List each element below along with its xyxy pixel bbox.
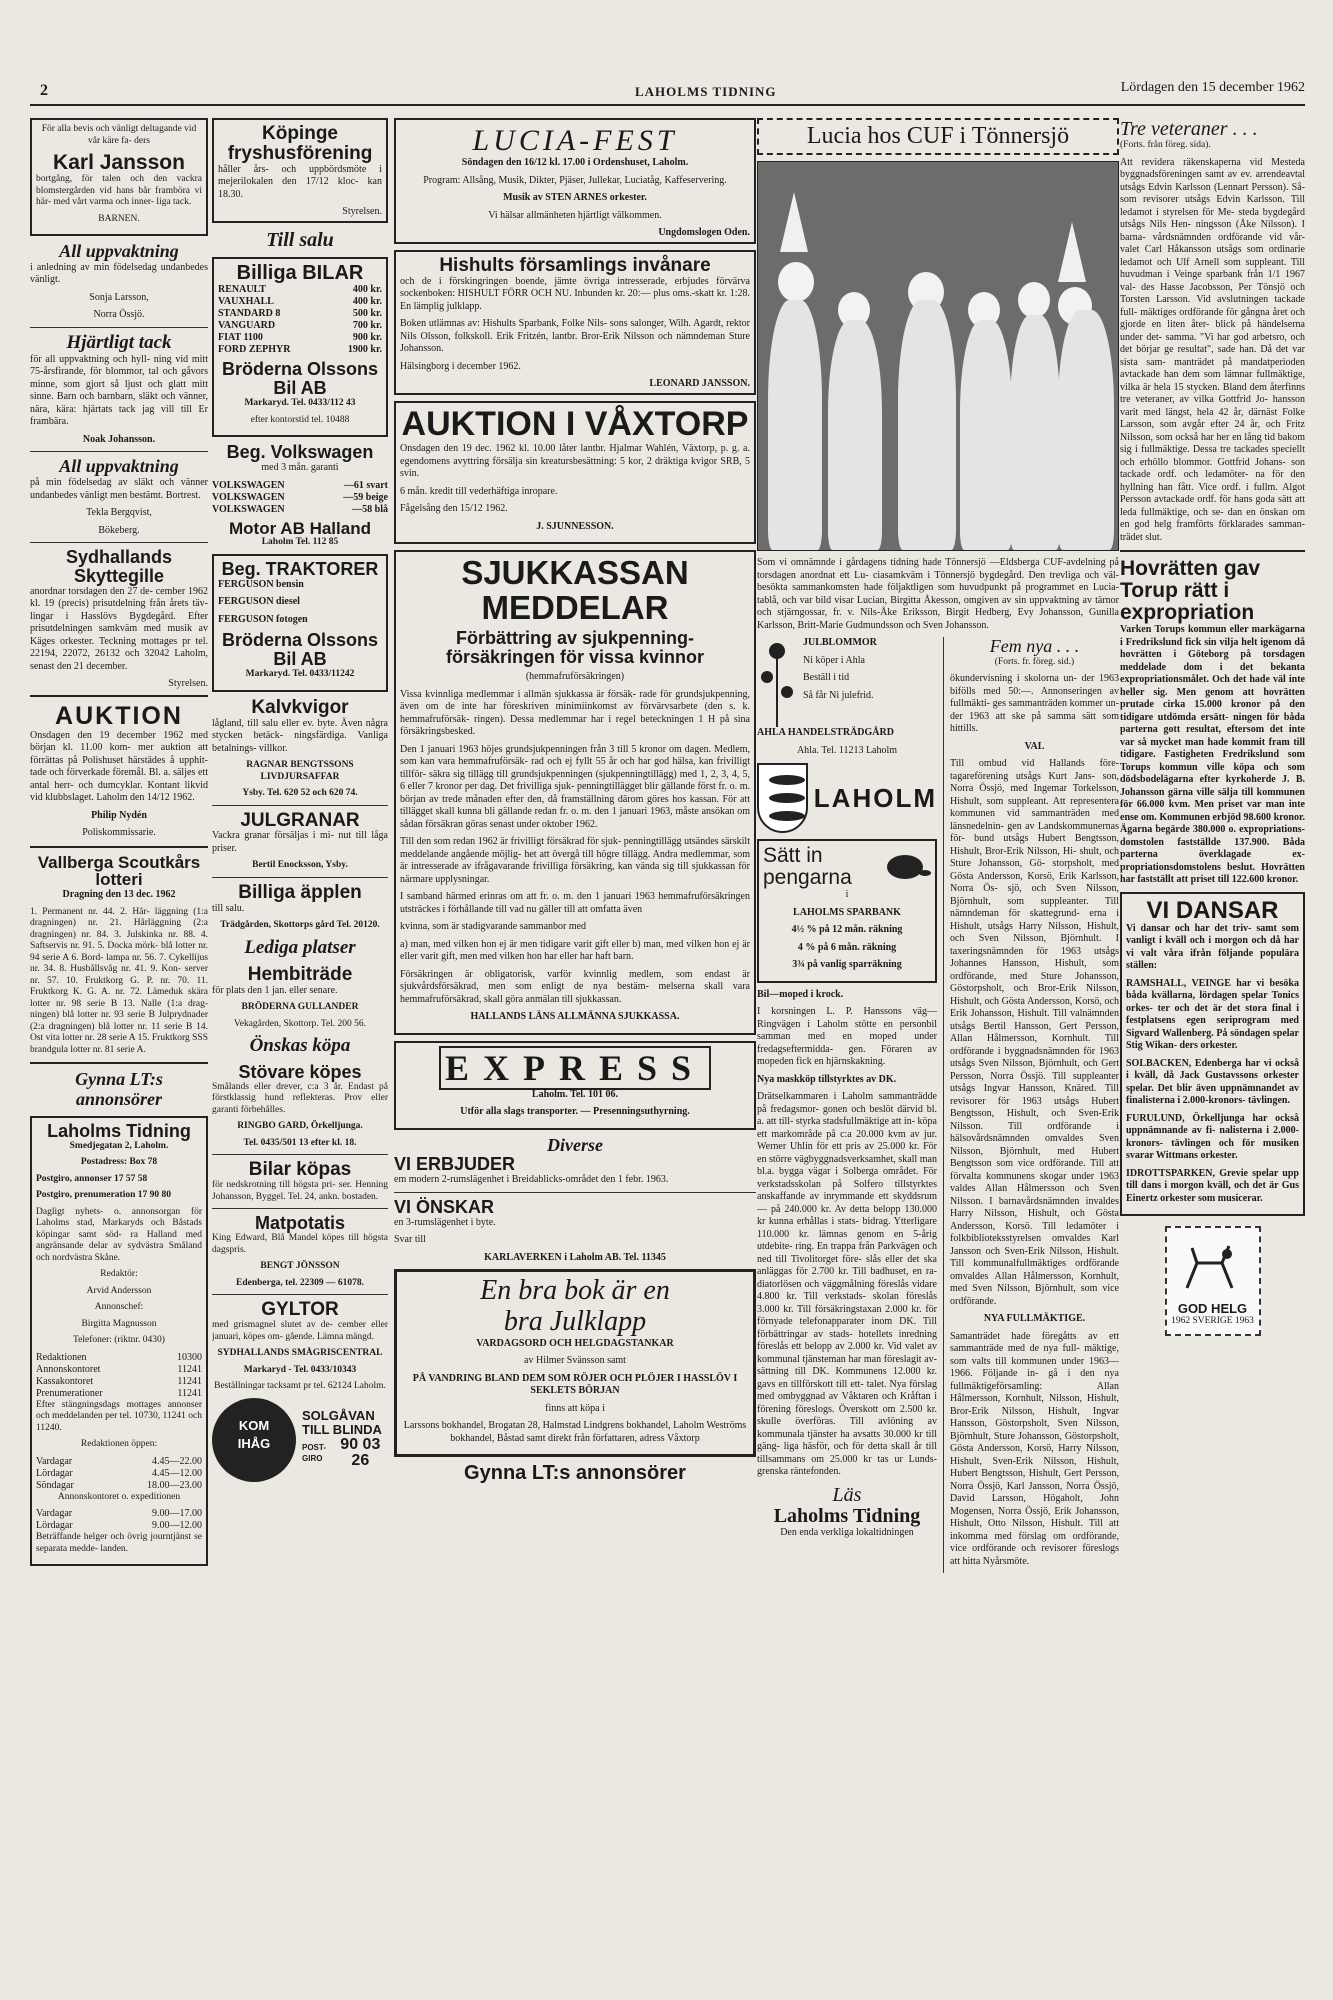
traktorer-ad: Beg. TRAKTORER FERGUSON bensin FERGUSON diesel FERGUSON fotogen Bröderna Olssons Bil AB Markaryd. Tel. 0433/11242 xyxy=(212,554,388,692)
gyltor-ad: GYLTOR med grismagnel slutet av de- cember eller januari, köpes om- gående. Lämna mängd. SYDHALLANDS SMÅGRISCENTRAL Markaryd - Tel. 0433/10343 Beställningar tacksamt pr tel. 62124 Laholm. xyxy=(212,1299,388,1392)
blinda-badge: KOM IHÅG xyxy=(212,1398,296,1482)
fem-nya-article: Fem nya . . . (Forts. fr. föreg. sid.) ökundervisning i skolorna un- der 1963 bifölls med 50:—. Annonseringen av fullmäkti- ges sammanträden kommer un- der 1963 att ske på samma sätt som hittills. VAL Till ombud vid Hallands före- tagareförening utsågs Kurt Jans- son, Norra Össjö, med Ingemar Torkelsson, Hishult, som suppleant. Att representera kommunen vid sammanträden med länsnedelnin- gen av Landskommunernas för- bund utsågs Hubert Bengtsson, Hishult, Bror-Erik Nilsson, Hi- shult, och Sture Johansson, Gö- storpsholt, med Gösta Andersson, Korsö, Erik Karlsson, Norra Ös- sjö, och Sven Nilsson, Björnhult, som suppleanter. Till nämndeman för skattegrund- erna i Hishult, utsågs Harry Nilsson, Hishult, och Sven Nilsson, Björnhult. I taxeringsnämnden för 1963 utsågs Johannes Hansson, Hishult, som ordförande, med Sture Johansson, Göstorpsholt, och Bror-Erik Nilsson, Hishult, och Gösta Andersson, Korsö, och Erik Johansson, Hishult. Till valnämnden utsågs Bertil Hansson, Gert Persson, Allan Hålmersson, Kornhult. Till ordförande i byggnadsnämnden för 1963 utsågs Sven Nilsson, Björnhult, och Gert Persson, Norra Össjö. Till suppleanter utsågs Ingvar Hansson, Knäred. Till revisorer för 1963 utsågs Hubert Bengtsson, Hishult, och Sven-Erik Nilsson. Till ordförande i hälsovårdsnämnden omvaldes Sven Nilsson, Björnhult, med Hubert Bengtsson som vice ordförande. Till att förvalta kommunens skogar under 1963 valdes Allan Hålmersson och Sven Nilsson. I barnavårdsnämnden invaldes Harry Nilsson, Hishult, och Gösta Andersson, Korsö. Till ledamöter i folkbiblioteksstyrelsen omvaldes Karl Jansson och Sven-Erik Nilsson, Hishult. Till kommunalfullmäktiges ordförande omvaldes Allan Hålmersson, Kornhult, med Sven Nilsson, Björnhult, som vice ordförande. NYA FULLMÄKTIGE. Samanträdet hade föregåtts av ett sammanträde med de nya full- mäktige, som valts till kommunen under 1963—1966. Följande in- gå i den nya fullmäktigeförsamling: Allan Hålmersson, Kornhult, Nilsson, Hishult, Bror-Erik Nilsson, Hishult, Ingvar Hansson, Göstorpsholt, Sven Nilsson, Björnhult, Sture Johansson, Göstorpsholt, Gösta Andersson, Korsö, Harry Nilsson, Hishult, Sven-Erik Nilsson, Hishult, Hubert Bengtsson, Hishult, Gert Persson, Norra Össjö, Karl Jansson, Norra Össjö, David Larsson, Högaholt, John Mogensen, Norra Össjö, Erik Johansson, Hishult, Otto Nilsson, Hishult. Till att inkomma med förslag om ordförande, vice ordförande och revisorer föreslogs att hitta Nyårsmöte. xyxy=(950,636,1119,1567)
beaver-icon xyxy=(881,845,931,889)
applen-ad: Billiga äpplen till salu. Trädgården, Skottorps gård Tel. 20120. xyxy=(212,881,380,931)
julblommor-ad: JULBLOMMOR Ni köper i Ahla Beställ i tid Så får Ni julefrid. xyxy=(757,637,937,727)
tre-veteraner-article: Tre veteraner . . . (Forts. från föreg. sida). Att revidera räkenskaperna vid Mesteda byggnadsföreningen samt av ev. arrendeavtal utsågs Edvin Karlsson (Lennart Persson). Så- som revisorer utsågs Edvin Karlsson. Till ledamot i styrelsen för Me- steda bygdegård utsågs Nils Hen- ningsson (Åke Nilsson). I barna- vårdsnämnden ordförande vid vår- valet Carl Håkansson utsågs som ordinarie ledamot och Ulf Arnell som suppleant. Till huvudman i Veinge sparbank från 1/1 1967 val- des Hasse Jacobsson, Per Tönsjö och Torsten Larsson. Vid avslutningen tackade full- mäktiges ordförande för gångna året och gjorde en liten åter- blick på händelserna under det- samma. "Vi har god arbetsro, och det börjar ge resultat", sade han. Då det var sista sam- manträdet på mandatperioden avtackade han dem som lämnar fullmäktige, vilka är hela 15 stycken. Bland dem återfinns tre veteraner, av vilka Gottfrid Jo- hansson varit med längst, hela 42 år, därnäst Folke Larsson, som avgår efter 24 år, och Fritz Nilsson, som också har her en lång tid bakom sig i fullmäktige. Dessa tre tackades speciellt och erhöllo blommor. Gottfrid Johans- son tackade ordf. och ledamöter- na för den hyllning han fått. Vice ordf. i fullm. Algot Persson avtackade ordf. för hans goda sätt att leda fullmäktige, och se- dan en önskan om en god helg framförts förklarades samman- trädet slut. xyxy=(1120,118,1305,543)
dk-article: Nya maskköp tillstyrktes av DK. Drätselkammaren i Laholm sammanträdde på fredagsmor- gonen och beslöt därvid bl. a. att till- styrka stadsfullmäktige att in- köpa ett markområde på c:a 20.000 kvm av jur. Werner Uhlin för ett pris av 25.000 kr. För en större vägbyggnadsverksamhet, skall man bl.a. bygga vägar i Solberga området. För verkstadsskolan på Solfero tillstyrktes anskaffande av inrymmande ett skyddsrum — på 240.000 kr. Av detta belopp 130.000 kr kunna erhållas i stats- bidrag. Ytterligare 110.000 kr. lämnas genom en 5-årig utdebite- ring. En trappa från Parkvägen och ned till Tivolitorget före- slås eller det ska anläggas för 2.700 kr. Till badhuset, en ra- diatorlösen och väggmålning föreslås vidare 4.800 kr. Till verkstads- skolan föreslås 3.000 kr. Till försäkringstaxan 2.000 kr. för förnyade telefonapparater inom DK. Till förbättringar av stads- hotellets inredning föreslås ett belopp av 2.000 kr. Vid valet av kommunal tjänsteman har man föreslagit av- sättning till DK. Kommunens 12.000 kr. gavs en tillförskott till ett- talet. Nya förslag med ombyggnad av Våktaren och Kråftan i förening föreslogs. Överskott om 2.500 kr. skulle överföras. Till avlöning av kommunala tjänster ha avsatts 30.000 kr till gäng- liga häsför, och för detta skall år till tillsammans om 25.000 kr tas ur Lunds- grenska räntefonden. xyxy=(757,1073,937,1478)
tractor-row: FERGUSON bensin xyxy=(218,578,304,590)
vi-onskar-ad: VI ÖNSKAR en 3-rumslägenhet i byte. Svar till KARLAVERKEN i Laholm AB. Tel. 11345 xyxy=(394,1196,666,1263)
phone-row: Kassakontoret 11241 xyxy=(36,1375,202,1387)
stovare-ad: Stövare köpes Smålands eller drever, c:a 3 år. Endast på förstklassig hund reflekteras. Prov eller garanti förbehålles. RINGBO GARD, Örkelljunga. Tel. 0435/501 13 efter kl. 18. xyxy=(212,1062,388,1148)
auktion-vaxtorp-ad: AUKTION I VÅXTORP Onsdagen den 19 dec. 1962 kl. 10.00 låter lantbr. Hjalmar Wahlén, Växtorp, p. g. a. egendomens avyttring försälja sin kreatursbesättning: 5 kor, 2 dräktiga kvigor SRB, 5 svin. 6 mån. kredit till vederhäftiga inropare. Fågelsång den 15/12 1962. J. SJUNNESSON. xyxy=(394,401,756,544)
column-5 xyxy=(1120,118,1305,1346)
column-2 xyxy=(212,118,388,1482)
hours-row: Vardagar 4.45—22.00 xyxy=(36,1455,202,1467)
blinda-ad: KOM IHÅG SOLGÅVAN TILL BLINDA POST- GIRO 90 03 26 xyxy=(212,1398,388,1482)
hours-row: Lördagar 9.00—12.00 xyxy=(36,1520,202,1532)
hours-row: Vardagar 9.00—17.00 xyxy=(36,1508,202,1520)
deer-icon xyxy=(1167,1228,1259,1298)
vw-row: VOLKSWAGEN —58 blå xyxy=(212,503,388,515)
tractor-row: FERGUSON diesel xyxy=(218,596,300,608)
hours-row: Söndagar 18.00—23.00 xyxy=(36,1479,202,1491)
karl-jansson-name: Karl Jansson xyxy=(53,151,185,174)
car-row: STANDARD 8 500 kr. xyxy=(218,308,382,320)
page-number: 2 xyxy=(40,82,48,99)
lucia-fest-ad: LUCIA-FEST Söndagen den 16/12 kl. 17.00 i Ordenshuset, Laholm. Program: Allsång, Musik, Dikter, Pjäser, Jullekar, Luciatåg, Kaffeservering. Musik av STEN ARNES orkester. Vi hälsar allmänheten hjärtligt välkommen. Ungdomslogen Oden. xyxy=(394,118,756,244)
matpotatis-ad: Matpotatis King Edward, Blå Mandel köpes till högsta dagspris. BENGT JÖNSSON Edenberga, tel. 22309 — 61078. xyxy=(212,1213,388,1288)
issue-date: Lördagen den 15 december 1962 xyxy=(1120,80,1305,95)
god-helg-stamp: GOD HELG 1962 SVERIGE 1963 xyxy=(1165,1226,1261,1336)
laholm-crest-icon xyxy=(757,763,808,833)
bil-moped-article: Bil—moped i krock. I korsningen L. P. Hanssons väg—Ringvägen i Laholm stötte en personbil samman med en moped under fredagseftermidda- gen. Föraren av mopeden fick en hjärnskakning. xyxy=(757,988,937,1068)
rate-row: 3¾ på vanlig sparräkning xyxy=(792,959,902,971)
sydhalland-notice: Sydhallands Skyttegille anordnar torsdagen den 27 de- cember 1962 kl. 19 (precis) prisutdelning från årets täv- lingar i Hasslövs Bygdegård. Efter prisutdelningen samkväm med musik av Käges orkester. Teckning mottages pr tel. 22194, 22072, 26132 och 32042 Laholm, senast den 21 december. Styrelsen. xyxy=(30,547,208,690)
masthead: LAHOLMS TIDNING xyxy=(635,84,777,99)
hovratten-article: Hovrätten gav Torup rätt i expropriation Varken Torups kommun eller markägarna i Fredrikslund fick sin vilja helt igenom då hovrätten i Göteborg på torsdagen meddelade dom i det bekanta expropriationsmålet. Och det hade väl inte heller sig. Men genom att hovrätten prutade cirka 15.000 kronor på den tidigare utdömda ersätt- ningen för båda parterna gott resultat, eftersom det inte var så mycket man hade kommit fram till tidigare. Fastigheten Fredrikslund som Torups kommun ville köpa och som dödsbodelägarna efter kyrkoherde J. B. Johansson gärna ville sälja till kommunen för 66.000 kvm. Men priset var man inte ense om. Kommunen erbjöd 98.600 kronor. Ägarna begärde 380.000 o. expropriations- domstolen fastställde 137.900. Båda parterna överklagade ex- propriationsdomstolens beslut. Hovrätten har fastställt att priset till 122.600 kronor. xyxy=(1120,557,1305,886)
vw-ad: Beg. Volkswagen med 3 mån. garanti VOLKSWAGEN —61 svart VOLKSWAGEN —59 beige VOLKSWAGEN —58 blå Motor AB Halland Laholm Tel. 112 85 xyxy=(212,442,388,548)
hishult-forsamling-ad: Hishults församlings invånare och de i förskingringen boende, jämte övriga intresserade, erbjudes förvärva sockenboken: HISHULT FÖRR OCH NU. Inbunden kr. 20:— plus oms.-skatt kr. 1:28. En lämplig julklapp. Boken utlämnas av: Hishults Sparbank, Folke Nils- sons salonger, Wilh. Agardt, rektor Nils Olsson, folkskoll. Erik Fritzén, lantbr. Bror-Erik Nilsson och nämndeman Sture Johansson. Hälsingborg i december 1962. LEONARD JANSSON. xyxy=(394,250,756,395)
kalvkvigor-ad: Kalvkvigor lågland, till salu eller ev. byte. Även några stycken betäck- ningsfärdiga. Vanliga betalnings- villkor. RAGNAR BENGTSSONS LIVDJURSAFFAR Ysby. Tel. 620 52 och 620 74. xyxy=(212,696,388,798)
bok-julklapp-ad: En bra bok är en bra Julklapp VARDAGSORD OCH HELGDAGSTANKAR av Hilmer Svänsson samt PÅ VANDRING BLAND DEM SOM RÖJER OCH PLÖJER I HASSLÖV I SEKLETS BÖRJAN finns att köpa i Larssons bokhandel, Brogatan 28, Halmstad Lindgrens bokhandel, Laholm Weströms bokhandel, Båstad samt direkt från författaren, adress Våxtorp xyxy=(394,1269,756,1457)
car-row: FORD ZEPHYR 1900 kr. xyxy=(218,344,382,356)
sjukkassan-ad: SJUKKASSAN MEDDELAR Förbättring av sjukpenning- försäkringen för vissa kvinnor (hemmafruförsäkringen) Vissa kvinnliga medlemmar i allmän sjukkassa är försäk- rade för grundsjukpenning, även om de inte har föreskriven minimiinkomst av förvärvsarbete (den s. k. hemmafruförsäk- ringen). Dessa medlemmar har i regel beteckningen 1 H på sina försäkringsbesked. Den 1 januari 1963 höjes grundsjukpenningen från 3 till 5 kronor om dagen. Medlem, som kan vara hemmafruförsäk- rad och ej fyllt 55 år och har god hälsa, kan frivilligt tillför- säkra sig tillägg till grundsjukpenningen (sjukpenningtillägg) med 1, 2, 3, 4, 5, 6 eller 7 kronor per dag. Det frivilliga sjuk- penningtillägget blir gällande först fr. o. m. början av trede månaden efter den, då framställning därom göres hos kassan. För att tillägget skall kunna bli gällande redan fr. o. m. den 1 januari 1963, måste ansökan om sådan försäkran göras senast under oktober 1962. Till den som redan 1962 är frivilligt försäkrad för sjuk- penningtillägg utsändes särskilt meddelande angående möjlig- het att övergå till högre tillägg. Andra medlemmar, som är intresserade av ifrågavarande frivilliga försäkring, kan vända sig till sjukkassan för närmare upplysningar. I samband härmed erinras om att fr. o. m. den 1 januari 1963 hemmafruförsäkringen utsträckes i förhållande till vad nu gäller till att omfatta även kvinna, som är stadigvarande sammanbor med a) man, med vilken hon ej är men tidigare varit gift eller b) man, med vilken hon ej är eller varit gift, men med vilken hon har eller har haft barn. Försäkringen är obligatorisk, varför kvinnlig medlem, som endast är sjukvårdsförsäkrad, men som enligt de nya bestäm- melserna skall vara hemmafruförsäkrad, skall göra anmälan till sjukkassan. HALLANDS LÄNS ALLMÄNNA SJUKKASSA. xyxy=(394,550,756,1035)
gynna-slogan-2: Gynna LT:s annonsörer xyxy=(464,1462,686,1485)
bilar-kopas-ad: Bilar köpas för nedskrotning till högsta pri- ser. Henning Johansson, Byggel. Tel. 24, ankn. bostaden. xyxy=(212,1159,388,1202)
gynna-slogan: Gynna LT:s annonsörer xyxy=(75,1069,163,1110)
cuf-caption: Som vi omnämnde i gårdagens tidning hade Tönnersjö —Eldsberga CUF-avdelning på torsdagen anordnat ett Lu- ciasamkväm i Tönnersjö bygdegård. Den trevliga och väl- besökta sammankomsten hade följaktligen som huvudpunkt på programmet en Lucia-tablå, och var bild visar Lucian, Birgitta Åkesson, omgiven av sin uppvaktning av tärnor och stjärngossar, fr. v. Nils-Åke Eriksson, Birgit Hedberg, Evy Johansson, Gunilla Karlsson, Britt-Marie Gudmundsson och Sven Johansson. xyxy=(757,557,1119,631)
julgranar-ad: JULGRANAR Vackra granar försäljas i mi- nut till låga priser. Bertil Enocksson, Ysby. xyxy=(212,809,388,871)
koping-fryshus: Köpinge fryshusförening håller års- och uppbördsmöte i mejerilokalen den 17/12 kloc- kan 18.30. Styrelsen. xyxy=(212,118,388,223)
vw-row: VOLKSWAGEN —61 svart xyxy=(212,479,388,491)
column-4: Lucia hos CUF i Tönnersjö Som vi omnämnde i gårdagens tidning hade Tönnersjö —Eldsberga CUF-avdelning på torsdagen anordnat ett Lu- ciasamkväm i Tönnersjö bygdegård. Den trevliga och väl- besökta sammankomsten hade följaktligen som huvudpunkt på programmet en Lucia-tablå, och var bild visar Lucian, Birgitta Åkesson, omgiven av sin uppvaktning av tärnor och stjärngossar, fr. v. Nils-Åke Eriksson, Birgit Hedberg, Evy Johansson, Gunilla Karlsson, Britt-Marie Gudmundsson och Sven Johansson. JULBLOMMOR Ni köper i Ahla Beställ i tid Så får Ni julefrid. AHLA HANDELSTRÄDGÅRD Ahla. Tel. 11213 Laholm LAHOLM Sätt in pengarna i LAHOLMS SPARBANK 4½ % på 12 mån. räkning 4 % på 6 mån. räkning 3¾ på vanlig sparräkning Bil—moped i krock. I korsningen L. P. Hanssons väg—Ringvägen i Laholm stötte en personbil samman med en moped under fredagseftermidda- gen. Föraren av mopeden fick en hjärnskakning. Nya maskköp tillstyrktes av DK. Drätselkammaren i Laholm sammanträdde på fredagsmor- gonen och beslöt därvid bl. a. att till- styrka stadsfullmäktige att in- köpa ett markområde på c:a 20.000 kvm av jur. Werner Uhlin för ett pris av 25.000 kr. För en större vägbyggnadsverksamhet, skall man bl.a. bygga vägar i Solberga området. För verkstadsskolan på Solfero tillstyrktes anskaffande av inrymmande ett skyddsrum — på 240.000 kr. Av detta belopp 130.000 kr kunna erhållas i stats- bidrag. Ytterligare 110.000 kr. lämnas genom en 5-årig utdebite- ring. En trappa från Parkvägen och ned till Tivolitorget före- slås eller det ska anläggas för 2.700 kr. Till badhuset, en ra- diatorlösen och väggmålning föreslås vidare 4.800 kr. Till verkstads- skolan föreslås 3.000 kr. Till försäkringstaxan 2.000 kr. för förnyade telefonapparater inom DK. Till förbättringar av stads- hotellets inredning föreslås ett belopp av 2.000 kr. Vid valet av kommunal tjänsteman har man föreslagit av- sättning till DK. Kommunens 12.000 kr. gavs en tillförskott till ett- talet. Nya förslag med ombyggnad av Våktaren och Kråftan i förening föreslogs. Överskott om 2.500 kr. skulle överföras. Till avlöning av kommunala tjänster ha avsatts 30.000 kr till gäng- liga häsför, och för detta skall år till tillsammans om 25.000 kr tas ur Lunds- grenska räntefonden. Läs Laholms Tidning Den enda verkliga lokaltidningen Fem nya . . . (Forts. fr. föreg. sid.) ökundervisning i skolorna un- der 1963 bifölls med 50:—. Annonseringen av fullmäkti- ges sammanträden kommer un- der 1963 att ske på samma sätt som hittills. VAL Till ombud vid Hallands före- tagareförening utsågs Kurt Jans- son, Norra Össjö, med Ingemar Torkelsson, Hishult, som suppleant. Att representera kommunen vid sammanträden med länsnedelnin- gen av Landskommunernas för- bund utsågs Hubert Bengtsson, Hishult, Bror-Erik Nilsson, Hi- shult, och Sture Johansson, Gö- storpsholt, med Gösta Andersson, Korsö, Erik Karlsson, Norra Ös- sjö, och Sven Nilsson, Björnhult, som suppleanter. Till nämndeman för skattegrund- erna i Hishult, utsågs Harry Nilsson, Hishult, och Sven Nilsson, Björnhult. I taxeringsnämnden för 1963 utsågs Johannes Hansson, Hishult, som ordförande, med Sture Johansson, Göstorpsholt, och Bror-Erik Nilsson, Hishult, och Gösta Andersson, Korsö, och Erik Johansson, Hishult. Till valnämnden utsågs Bertil Hansson, Gert Persson, Allan Hålmersson, Kornhult. Till ordförande i byggnadsnämnden för 1963 utsågs Sven Nilsson, Björnhult, och Gert Persson, Norra Össjö. Till suppleanter utsågs Ingvar Hansson, Knäred. Till revisorer för 1963 utsågs Hubert Bengtsson, Hishult, och Sven-Erik Nilsson. Till ordförande i hälsovårdsnämnden omvaldes Sven Nilsson, Björnhult, med Hubert Bengtsson som vice ordförande. Till att förvalta kommunens skogar under 1963 valdes Allan Hålmersson och Sven Nilsson. I barnavårdsnämnden invaldes Harry Nilsson, Hishult, och Gösta Andersson, Korsö. Till ledamöter i folkbiblioteksstyrelsen omvaldes Karl Jansson och Sven-Erik Nilsson, Hishult. Till kommunalfullmäktiges ordförande omvaldes Allan Hålmersson, Kornhult, med Sven Nilsson, Björnhult, som vice ordförande. NYA FULLMÄKTIGE. Samanträdet hade föregåtts av ett sammanträde med de nya full- mäktige, som valts till kommunen under 1963—1966. Följande in- gå i den nya fullmäktigeförsamling: Allan Hålmersson, Kornhult, Nilsson, Hishult, Bror-Erik Nilsson, Hishult, Ingvar Hansson, Göstorpsholt, Sven Nilsson, Björnhult, Sture Johansson, Göstorpsholt, Gösta Andersson, Korsö, Harry Nilsson, Hishult, Sven-Erik Nilsson, Hishult, Hubert Bengtsson, Hishult, Gert Persson, Norra Össjö, Karl Jansson, Norra Össjö, David Larsson, Högaholt, John Mogensen, Norra Össjö, Erik Johansson, Hishult, Otto Nilsson, Hishult. Till att inkomma med förslag om ordförande, vice ordförande och revisorer föreslogs att hitta Nyårsmöte. xyxy=(757,118,1119,1573)
rate-row: 4½ % på 12 mån. räkning xyxy=(791,924,903,936)
vi-dansar-ad: VI DANSAR Vi dansar och har det triv- samt som vanligt i kväll och i morgon och då har vi valt våra ifrån följande populära ställen: RAMSHALL, VEINGE har vi besöka båda kvällarna, lördagen spelar Tonics orkes- ter och det är det stora final i festplatsens egen seriprogram med Sigvard Wallenberg. På söndagen spelar Stig Wikan- ders orkester. SOLBACKEN, Edenberga har vi också i kväll, då Jack Gustavssons orkester spelar. Det blir även uppnämnandet av finalisterna i 2.000-kronors- tävlingen. FURULUND, Örkelljunga har också uppnämnande av fi- nalisterna i 2.000-kronors- tävlingen och för musiken svarar Wittmans orkester. IDROTTSPARKEN, Grevie spelar upp till dans i morgon kväll, och det är Gus Einertz orkester som musicerar. xyxy=(1120,892,1305,1217)
laholm-ad: LAHOLM xyxy=(757,763,937,833)
cuf-lucia-article: Lucia hos CUF i Tönnersjö xyxy=(757,118,1119,155)
column-3 xyxy=(394,118,756,1484)
lediga-platser-heading: Lediga platser xyxy=(244,936,356,958)
vallberga-lotteri: Vallberga Scoutkårs lotteri Dragning den 13 dec. 1962 1. Permanent nr. 44. 2. Hår- läggning (1:a dragningen) nr. 21. Hårläggning (2:a dragningen) nr. 84. 3. Julskinka nr. 88. 4. Saftservis nr. 91. 5. Docka mörk- blå lotter nr. 94 serie A 6. Bord- lampa nr. 56. 7. Cykellijus nr. 34. 8. Husbållsvåg nr. 41. 9. Kon- server nr. 57. 10. Fruktkorg G. P. nr. 70. 11. Fruktkorg K. G. A. nr. 72. Lämeduk skära lotter nr. 98 serie B 13. Nalle (1:a drag- ningen) blå lotter nr. 93 serie B Julprydnader (2:a dragningen) blå lotter nr. 11 serie B 14. Ost vita lotter nr. 28 serie A 15. Fruktkorg SSS brandgula lotter nr. 81 serie A. xyxy=(30,852,208,1055)
vi-erbjuder-ad: VI ERBJUDER em modern 2-rumslägenhet i Breidablicks-området den 1 febr. 1963. xyxy=(394,1154,669,1186)
auktion-notice: AUKTION Onsdagen den 19 december 1962 med början kl. 11.00 kom- mer auktion att förrättas på Polishuset härstädes å upphit- tade och förverkade föremål. Bl. a. säljes ett antal herr- och dumcyklar. Kontant likvid vid klubbslaget. Laholm den 14/12 1962. Philip Nydén Poliskommissarie. xyxy=(30,702,208,839)
lucia-photo xyxy=(757,161,1119,551)
lt-info-box: Laholms Tidning Smedjegatan 2, Laholm. Postadress: Box 78 Postgiro, annonser 17 57 58 Postgiro, prenumeration 17 90 80 Dagligt nyhets- o. annonsorgan för Laholms stad, Markaryds och Båstads köpingar samt söd- ra Halland med angränsande delar av sydvästra Småland och nordvästra Skåne. Redaktör: Arvid Andersson Annonschef: Birgitta Magnusson Telefoner: (riktnr. 0430) Redaktionen 10300 Annonskontoret 11241 Kassakontoret 11241 Prenumerationer 11241 Efter stängningsdags mottages annonser och meddelanden per tel. 10730, 11241 och 11240. Redaktionen öppen: Vardagar 4.45—22.00 Lördagar 4.45—12.00 Söndagar 18.00—23.00 Annonskontoret o. expeditionen Vardagar 9.00—17.00 Lördagar 9.00—12.00 Beträffande helger och övrig journtjänst se separata medde- landen. xyxy=(30,1116,208,1566)
phone-row: Redaktionen 10300 xyxy=(36,1351,202,1363)
car-row: VANGUARD 700 kr. xyxy=(218,320,382,332)
karl-jansson-notice: För alla bevis och vänligt deltagande vid vår käre fa- ders Karl Jansson bortgång, för talen och den vackra blomstergården vid hans bår framböra vi här- med vårt varma och inner- liga tack. BARNEN. xyxy=(30,118,208,236)
billiga-bilar-ad: Billiga BILAR RENAULT 400 kr. VAUXHALL 400 kr. STANDARD 8 500 kr. VANGUARD 700 kr. FIAT 1100 900 kr. FORD ZEPHYR 1900 kr. Bröderna Olssons Bil AB Markaryd. Tel. 0433/112 43 efter kontorstid tel. 10488 xyxy=(212,257,388,437)
sparbank-ad: Sätt in pengarna i LAHOLMS SPARBANK 4½ % på 12 mån. räkning 4 % på 6 mån. räkning 3¾ på vanlig sparräkning xyxy=(757,839,937,983)
tack-notice: Hjärtligt tack för all uppvaktning och hyll- ning vid mitt 75-årsfirande, för blommor, tal och gåvors minne, som gjort så ljust och glatt mitt sinne. Barn och barnbarn, släkt och vänner, nära, kära: hjärtats tack jag vill till Er frambära. Noak Johansson. xyxy=(30,331,208,445)
hours-row: Lördagar 4.45—12.00 xyxy=(36,1467,202,1479)
flower-icon xyxy=(757,637,797,727)
diverse-heading: Diverse xyxy=(547,1134,603,1155)
car-row: VAUXHALL 400 kr. xyxy=(218,296,382,308)
rate-row: 4 % på 6 mån. räkning xyxy=(797,941,897,953)
phone-row: Prenumerationer 11241 xyxy=(36,1387,202,1399)
express-ad: EXPRESS Laholm. Tel. 101 06. Utför alla slags transporter. — Presenningsuthyrning. xyxy=(394,1041,756,1130)
till-salu-heading: Till salu xyxy=(266,229,334,252)
phone-row: Annonskontoret 11241 xyxy=(36,1363,202,1375)
page-header xyxy=(30,78,1305,106)
tractor-row: FERGUSON fotogen xyxy=(218,613,308,625)
column-1 xyxy=(30,118,208,1572)
vw-row: VOLKSWAGEN —59 beige xyxy=(212,491,388,503)
onskas-kopa-heading: Önskas köpa xyxy=(249,1035,351,1057)
uppvaktning-notice-2: All uppvaktning på min födelsedag av släkt och vänner undanbedes vänligt men bestämt. Bortrest. Tekla Bergqvist, Bökeberg. xyxy=(30,456,208,536)
car-row: RENAULT 400 kr. xyxy=(218,284,382,296)
express-logo: EXPRESS xyxy=(400,1047,750,1089)
uppvaktning-notice-1: All uppvaktning i anledning av min födelsedag undanbedes vänligt. Sonja Larsson, Norra Össjö. xyxy=(30,241,208,321)
car-row: FIAT 1100 900 kr. xyxy=(218,332,382,344)
hembitrade-ad: Hembiträde för plats den 1 jan. eller senare. BRÖDERNA GULLANDER Vekagården, Skottorp. Tel. 200 56. xyxy=(212,963,367,1029)
